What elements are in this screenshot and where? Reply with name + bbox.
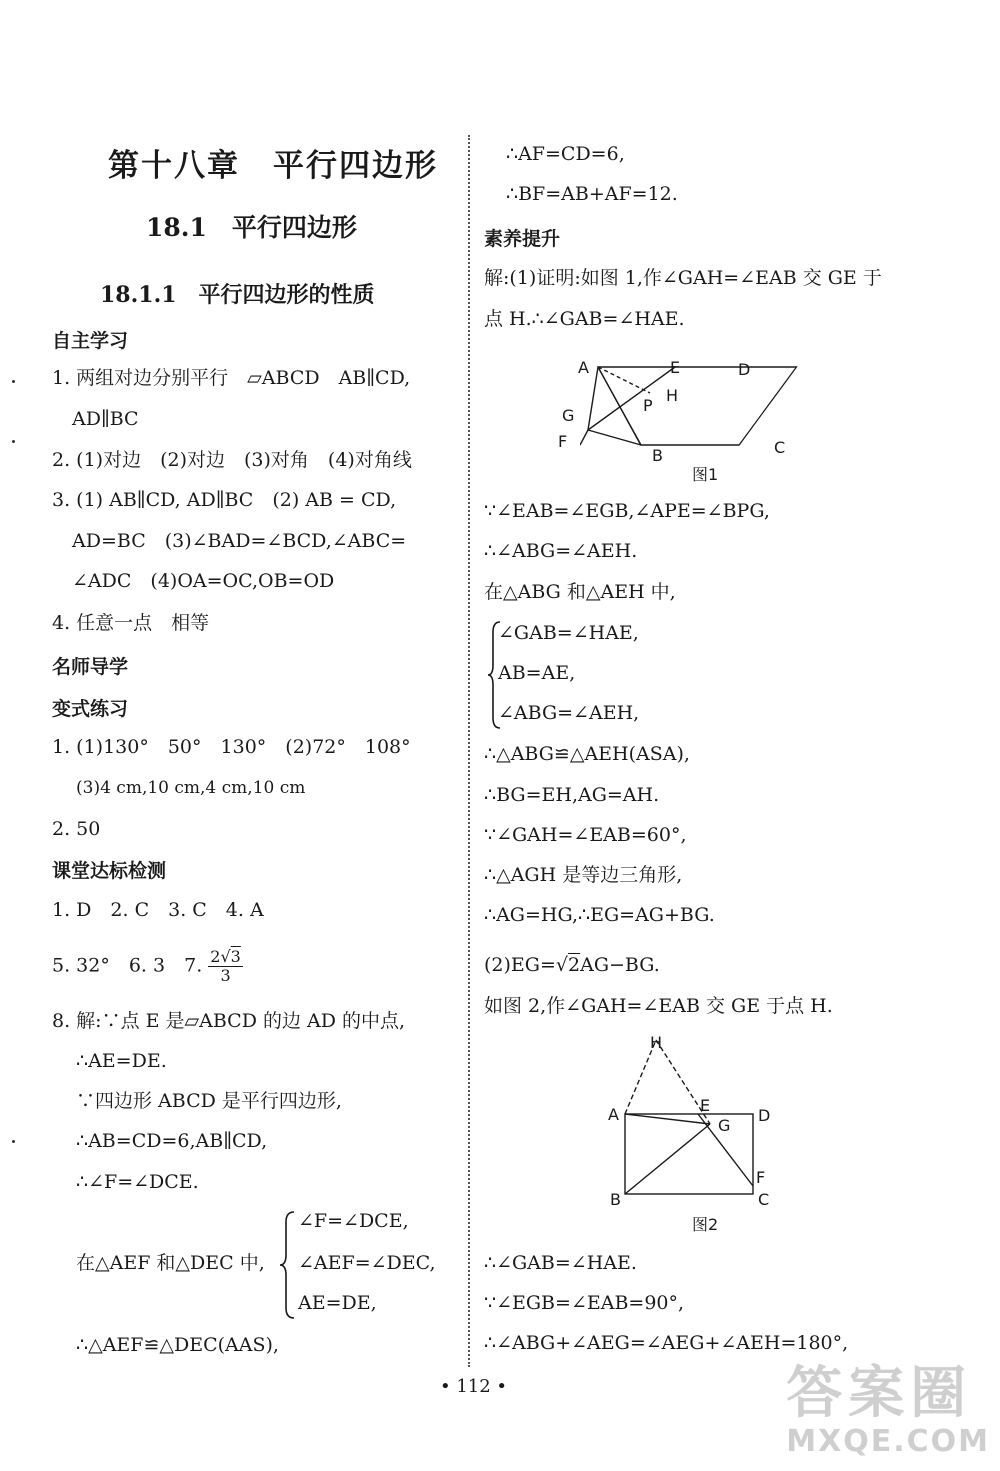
solution-line-11-post: AG−BG. xyxy=(580,954,660,976)
page-number: • 112 • xyxy=(440,1376,508,1397)
fraction-2root3-over-3: $\frac{2√3}{3}$ xyxy=(210,947,241,985)
fig1-label-E: E xyxy=(670,358,681,377)
fraction-radicand: 3 xyxy=(230,947,241,966)
solution-line-11: (2)EG=√2AG−BG. xyxy=(484,954,660,976)
fig2-label-D: D xyxy=(758,1106,771,1125)
scan-speck xyxy=(12,1140,15,1143)
solution-line-9: ∴△AGH 是等边三角形, xyxy=(484,864,683,886)
fig1-label-G: G xyxy=(562,406,575,425)
fig2-label-F: F xyxy=(756,1168,766,1187)
solution-line-15: ∴∠ABG+∠AEG=∠AEG+∠AEH=180°, xyxy=(484,1332,849,1354)
solution-line-6: ∴△ABG≌△AEH(ASA), xyxy=(484,743,690,765)
solution-line-11-pre: (2)EG= xyxy=(484,954,556,976)
watermark-logo-text: 答案圈 xyxy=(786,1361,973,1426)
solution-line-10: ∴AG=HG,∴EG=AG+BG. xyxy=(484,904,715,926)
ketang-answers-5-7-text: 5. 32° 6. 3 7. xyxy=(52,954,203,977)
ketang-answer-8-line-5: ∴∠F=∠DCE. xyxy=(76,1171,199,1193)
solution-line-7: ∴BG=EH,AG=AH. xyxy=(484,784,660,806)
fig1-label-C: C xyxy=(774,438,786,457)
fig1-label-D: D xyxy=(738,360,751,379)
congruence-condition-r2: AB=AE, xyxy=(498,662,576,684)
watermark-url: MXQE.COM xyxy=(786,1424,990,1459)
fig2-label-E: E xyxy=(700,1096,711,1115)
watermark xyxy=(786,1361,990,1459)
ketang-answer-8-line-2: ∴AE=DE. xyxy=(76,1050,167,1072)
figure-1-caption: 图1 xyxy=(692,465,719,484)
scan-speck xyxy=(12,380,15,383)
fig1-label-B: B xyxy=(652,446,663,465)
solution-line-5: 在△ABG 和△AEH 中, xyxy=(484,581,676,603)
answer-3-line-2: AD=BC (3)∠BAD=∠BCD,∠ABC= xyxy=(72,530,407,552)
solution-line-2: 点 H.∴∠GAB=∠HAE. xyxy=(484,308,685,330)
solution-line-14: ∵∠EGB=∠EAB=90°, xyxy=(484,1292,685,1314)
fig2-label-B: B xyxy=(610,1190,621,1209)
congruence-condition-r3: ∠ABG=∠AEH, xyxy=(498,702,640,724)
figure-2-caption: 图2 xyxy=(692,1215,719,1234)
answer-2: 2. (1)对边 (2)对边 (3)对角 (4)对角线 xyxy=(52,449,412,471)
solution-line-1: 解:(1)证明:如图 1,作∠GAH=∠EAB 交 GE 于 xyxy=(484,267,882,289)
fig2-label-A: A xyxy=(608,1105,619,1124)
figure-2-rectangle xyxy=(610,1030,770,1205)
fig1-label-P: P xyxy=(643,396,653,415)
ketang-answer-8-line-1: 8. 解:∵点 E 是▱ABCD 的边 AD 的中点, xyxy=(52,1010,406,1032)
congruence-condition-1: ∠F=∠DCE, xyxy=(298,1210,409,1232)
chapter-title: 第十八章 平行四边形 xyxy=(108,148,438,184)
answer-4: 4. 任意一点 相等 xyxy=(52,612,210,634)
ketang-answer-8-line-4: ∴AB=CD=6,AB∥CD, xyxy=(76,1130,268,1152)
fig2-label-H: H xyxy=(650,1033,663,1052)
ketang-answer-8-line-3: ∵四边形 ABCD 是平行四边形, xyxy=(76,1090,342,1112)
left-brace-1 xyxy=(280,1210,298,1320)
congruence-condition-2: ∠AEF=∠DEC, xyxy=(298,1252,436,1274)
fig1-label-A: A xyxy=(578,358,589,377)
section-title: 18.1 平行四边形 xyxy=(146,213,357,242)
ketang-answer-8-line-6: 在△AEF 和△DEC 中, xyxy=(76,1252,265,1274)
heading-suyang-tisheng: 素养提升 xyxy=(484,228,561,250)
congruence-condition-r1: ∠GAB=∠HAE, xyxy=(498,622,639,644)
solution-line-13: ∴∠GAB=∠HAE. xyxy=(484,1252,637,1274)
bianshi-answer-1-line-2: (3)4 cm,10 cm,4 cm,10 cm xyxy=(76,778,306,798)
continued-line-2: ∴BF=AB+AF=12. xyxy=(506,183,678,205)
heading-bianshi-lianxi: 变式练习 xyxy=(52,698,129,720)
answer-1-line-2: AD∥BC xyxy=(72,408,139,430)
bianshi-answer-2: 2. 50 xyxy=(52,818,101,840)
fraction-denominator: 3 xyxy=(220,966,231,985)
solution-line-8: ∵∠GAH=∠EAB=60°, xyxy=(484,824,687,846)
congruence-condition-3: AE=DE, xyxy=(298,1292,377,1314)
scan-speck xyxy=(12,440,15,443)
answer-3-line-1: 3. (1) AB∥CD, AD∥BC (2) AB = CD, xyxy=(52,489,397,511)
solution-line-4: ∴∠ABG=∠AEH. xyxy=(484,540,638,562)
heading-ketang-dabiao: 课堂达标检测 xyxy=(52,860,167,882)
subsection-title: 18.1.1 平行四边形的性质 xyxy=(100,282,375,308)
figure-1-parallelogram xyxy=(580,345,800,475)
continued-line-1: ∴AF=CD=6, xyxy=(506,143,625,165)
ketang-answers-1-4: 1. D 2. C 3. C 4. A xyxy=(52,899,264,921)
ketang-answer-8-conclusion: ∴△AEF≌△DEC(AAS), xyxy=(76,1334,279,1356)
sqrt-radicand: 2 xyxy=(568,954,581,976)
bianshi-answer-1-line-1: 1. (1)130° 50° 130° (2)72° 108° xyxy=(52,736,411,758)
fraction-numerator: 2 xyxy=(210,947,221,966)
answer-3-line-3: ∠ADC (4)OA=OC,OB=OD xyxy=(72,570,335,592)
fig1-label-H: H xyxy=(666,386,679,405)
solution-line-12: 如图 2,作∠GAH=∠EAB 交 GE 于点 H. xyxy=(484,995,833,1017)
answer-1-line-1: 1. 两组对边分别平行 ▱ABCD AB∥CD, xyxy=(52,367,411,389)
heading-zizhu-xuexi: 自主学习 xyxy=(52,330,129,352)
left-column xyxy=(0,0,470,1380)
fig2-label-C: C xyxy=(758,1190,770,1209)
solution-line-3: ∵∠EAB=∠EGB,∠APE=∠BPG, xyxy=(484,500,770,522)
ketang-answers-5-7 xyxy=(52,948,243,985)
right-column xyxy=(470,0,1000,1380)
heading-mingshi-daoxue: 名师导学 xyxy=(52,656,129,678)
fig2-label-G: G xyxy=(718,1116,731,1135)
fig1-label-F: F xyxy=(558,432,568,451)
